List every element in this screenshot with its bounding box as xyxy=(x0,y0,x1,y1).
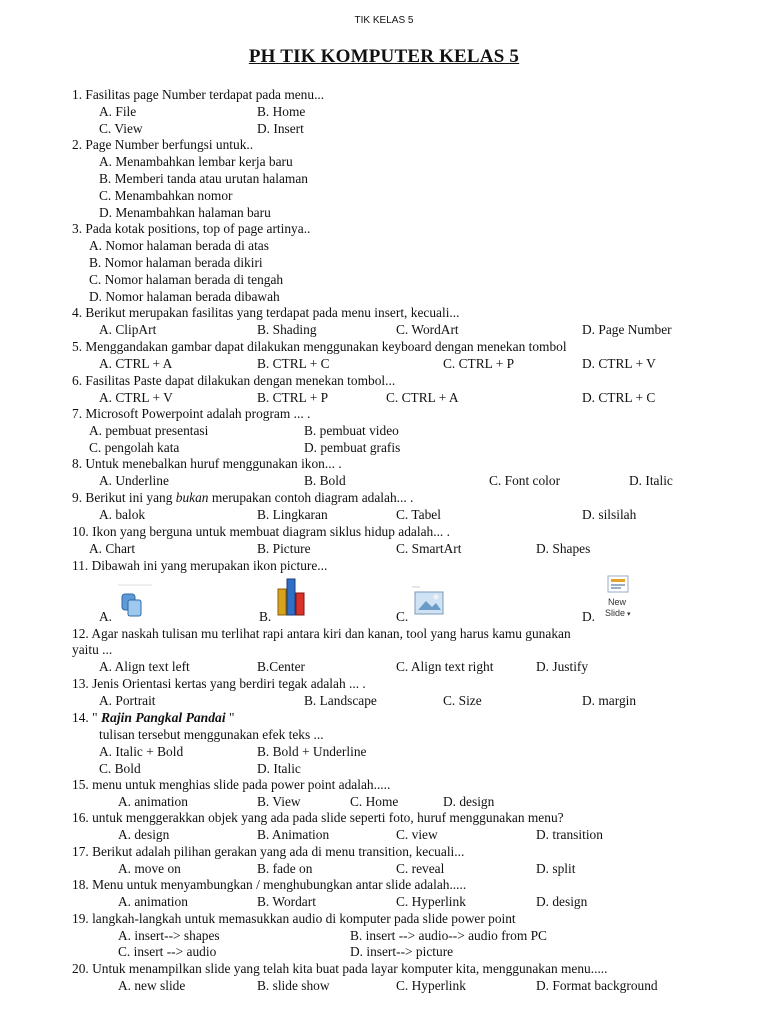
q16-option-d: D. transition xyxy=(536,827,603,842)
question-11: 11. Dibawah ini yang merupakan ikon picture... xyxy=(72,558,328,573)
q5-option-b: B. CTRL + C xyxy=(257,356,330,371)
q15-option-b: B. View xyxy=(257,794,301,809)
q2-option-b: B. Memberi tanda atau urutan halaman xyxy=(99,171,308,186)
q17-option-d: D. split xyxy=(536,861,576,876)
q9-option-d: D. silsilah xyxy=(582,507,637,522)
q2-option-d: D. Menambahkan halaman baru xyxy=(99,205,271,220)
q17-option-a: A. move on xyxy=(118,861,181,876)
question-14 xyxy=(72,710,234,726)
q10-option-c: C. SmartArt xyxy=(396,541,462,556)
q14-option-c: C. Bold xyxy=(99,761,141,776)
question-19: 19. langkah-langkah untuk memasukkan audio di komputer pada slide power point xyxy=(72,911,516,926)
question-4: 4. Berikut merupakan fasilitas yang terdapat pada menu insert, kecuali... xyxy=(72,305,460,320)
q18-option-a: A. animation xyxy=(118,894,188,909)
q11-option-a: A. xyxy=(99,609,113,624)
q10-option-a: A. Chart xyxy=(89,541,136,556)
q5-option-d: D. CTRL + V xyxy=(582,356,656,371)
q9-text-start: 9. Berikut ini yang xyxy=(72,490,176,505)
q16-option-c: C. view xyxy=(396,827,438,842)
q20-option-d: D. Format background xyxy=(536,978,658,993)
q13-option-d: D. margin xyxy=(582,693,637,708)
q16-option-b: B. Animation xyxy=(257,827,330,842)
q1-option-a: A. File xyxy=(99,104,137,119)
question-2: 2. Page Number berfungsi untuk.. xyxy=(72,137,254,152)
q18-option-b: B. Wordart xyxy=(257,894,316,909)
q20-option-c: C. Hyperlink xyxy=(396,978,466,993)
q4-option-a: A. ClipArt xyxy=(99,322,157,337)
question-6: 6. Fasilitas Paste dapat dilakukan dengan menekan tombol... xyxy=(72,373,396,388)
question-12: 12. Agar naskah tulisan mu terlihat rapi antara kiri dan kanan, tool yang harus kamu gunakan xyxy=(72,626,571,641)
page-header: TIK KELAS 5 xyxy=(354,15,414,26)
question-18: 18. Menu untuk menyambungkan / menghubungkan antar slide adalah..... xyxy=(72,877,467,892)
question-17: 17. Berikut adalah pilihan gerakan yang ada di menu transition, kecuali... xyxy=(72,844,465,859)
q5-option-a: A. CTRL + A xyxy=(99,356,173,371)
q14-motto: Rajin Pangkal Pandai xyxy=(97,710,229,725)
question-7: 7. Microsoft Powerpoint adalah program ... . xyxy=(72,406,311,421)
q4-option-b: B. Shading xyxy=(257,322,317,337)
q10-option-d: D. Shapes xyxy=(536,541,591,556)
q8-option-d: D. Italic xyxy=(629,473,673,488)
q19-option-d: D. insert--> picture xyxy=(350,944,454,959)
q18-option-d: D. design xyxy=(536,894,588,909)
new-slide-label: New xyxy=(608,597,627,607)
q8-option-a: A. Underline xyxy=(99,473,169,488)
new-slide-label-2: Slide ▾ xyxy=(605,608,631,618)
q11-option-d: D. xyxy=(582,609,596,624)
question-16: 16. untuk menggerakkan objek yang ada pada slide seperti foto, huruf menggunakan menu? xyxy=(72,810,564,825)
q11-option-c: C. xyxy=(396,609,409,624)
q9-option-b: B. Lingkaran xyxy=(257,507,328,522)
q4-option-d: D. Page Number xyxy=(582,322,672,337)
q19-option-b: B. insert --> audio--> audio from PC xyxy=(350,928,547,943)
question-20: 20. Untuk menampilkan slide yang telah kita buat pada layar komputer kita, menggunakan menu..... xyxy=(72,961,608,976)
q3-option-a: A. Nomor halaman berada di atas xyxy=(89,238,269,253)
q14-option-d: D. Italic xyxy=(257,761,301,776)
question-13: 13. Jenis Orientasi kertas yang berdiri tegak adalah ... . xyxy=(72,676,366,691)
q20-option-a: A. new slide xyxy=(118,978,186,993)
question-5: 5. Menggandakan gambar dapat dilakukan menggunakan keyboard dengan menekan tombol xyxy=(72,339,567,354)
q9-option-c: C. Tabel xyxy=(396,507,441,522)
question-10: 10. Ikon yang berguna untuk membuat diagram siklus hidup adalah... . xyxy=(72,524,450,539)
q17-option-c: C. reveal xyxy=(396,861,445,876)
q6-option-d: D. CTRL + C xyxy=(582,390,656,405)
q12-option-d: D. Justify xyxy=(536,659,589,674)
q2-option-a: A. Menambahkan lembar kerja baru xyxy=(99,154,293,169)
question-1: 1. Fasilitas page Number terdapat pada menu... xyxy=(72,87,325,102)
q19-option-c: C. insert --> audio xyxy=(118,944,217,959)
q6-option-b: B. CTRL + P xyxy=(257,390,329,405)
q6-option-a: A. CTRL + V xyxy=(99,390,173,405)
q16-option-a: A. design xyxy=(118,827,170,842)
q18-option-c: C. Hyperlink xyxy=(396,894,466,909)
q3-option-d: D. Nomor halaman berada dibawah xyxy=(89,289,280,304)
q7-option-c: C. pengolah kata xyxy=(89,440,180,455)
q3-option-c: C. Nomor halaman berada di tengah xyxy=(89,272,284,287)
q14-option-a: A. Italic + Bold xyxy=(99,744,184,759)
q1-option-c: C. View xyxy=(99,121,143,136)
q15-option-d: D. design xyxy=(443,794,495,809)
q20-option-b: B. slide show xyxy=(257,978,330,993)
q7-option-d: D. pembuat grafis xyxy=(304,440,401,455)
q14-quote-end: " xyxy=(229,710,235,725)
q19-option-a: A. insert--> shapes xyxy=(118,928,220,943)
q3-option-b: B. Nomor halaman berada dikiri xyxy=(89,255,263,270)
q6-option-c: C. CTRL + A xyxy=(386,390,459,405)
chart-icon xyxy=(275,573,307,617)
page-title: PH TIK KOMPUTER KELAS 5 xyxy=(248,46,520,67)
q12-option-a: A. Align text left xyxy=(99,659,190,674)
q14-number: 14. " xyxy=(72,710,98,725)
question-8: 8. Untuk menebalkan huruf menggunakan ikon... . xyxy=(72,456,342,471)
q17-option-b: B. fade on xyxy=(257,861,313,876)
q13-option-c: C. Size xyxy=(443,693,482,708)
question-15: 15. menu untuk menghias slide pada power point adalah..... xyxy=(72,777,391,792)
q15-option-a: A. animation xyxy=(118,794,188,809)
q9-option-a: A. balok xyxy=(99,507,146,522)
q5-option-c: C. CTRL + P xyxy=(443,356,515,371)
q9-text-italic: bukan xyxy=(175,490,209,505)
q13-option-b: B. Landscape xyxy=(304,693,377,708)
dropdown-arrow-icon: ▾ xyxy=(625,611,631,618)
shapes-icon xyxy=(106,580,152,620)
question-9 xyxy=(72,490,413,506)
q1-option-b: B. Home xyxy=(257,104,306,119)
q4-option-c: C. WordArt xyxy=(396,322,459,337)
q13-option-a: A. Portrait xyxy=(99,693,156,708)
question-14-cont: tulisan tersebut menggunakan efek teks ... xyxy=(99,727,324,742)
q8-option-b: B. Bold xyxy=(304,473,346,488)
question-12-cont: yaitu ... xyxy=(72,642,113,657)
q12-option-b: B.Center xyxy=(257,659,305,674)
q8-option-c: C. Font color xyxy=(489,473,561,488)
q11-option-b: B. xyxy=(259,609,272,624)
q7-option-b: B. pembuat video xyxy=(304,423,399,438)
q7-option-a: A. pembuat presentasi xyxy=(89,423,209,438)
q15-option-c: C. Home xyxy=(350,794,399,809)
q14-option-b: B. Bold + Underline xyxy=(257,744,367,759)
new-slide-icon xyxy=(600,572,640,622)
q1-option-d: D. Insert xyxy=(257,121,304,136)
slide-thumbnail-icon xyxy=(606,572,632,596)
picture-icon xyxy=(412,584,446,616)
q2-option-c: C. Menambahkan nomor xyxy=(99,188,233,203)
q10-option-b: B. Picture xyxy=(257,541,311,556)
question-3: 3. Pada kotak positions, top of page artinya.. xyxy=(72,221,311,236)
q9-text-end: merupakan contoh diagram adalah... . xyxy=(208,490,414,505)
q12-option-c: C. Align text right xyxy=(396,659,494,674)
